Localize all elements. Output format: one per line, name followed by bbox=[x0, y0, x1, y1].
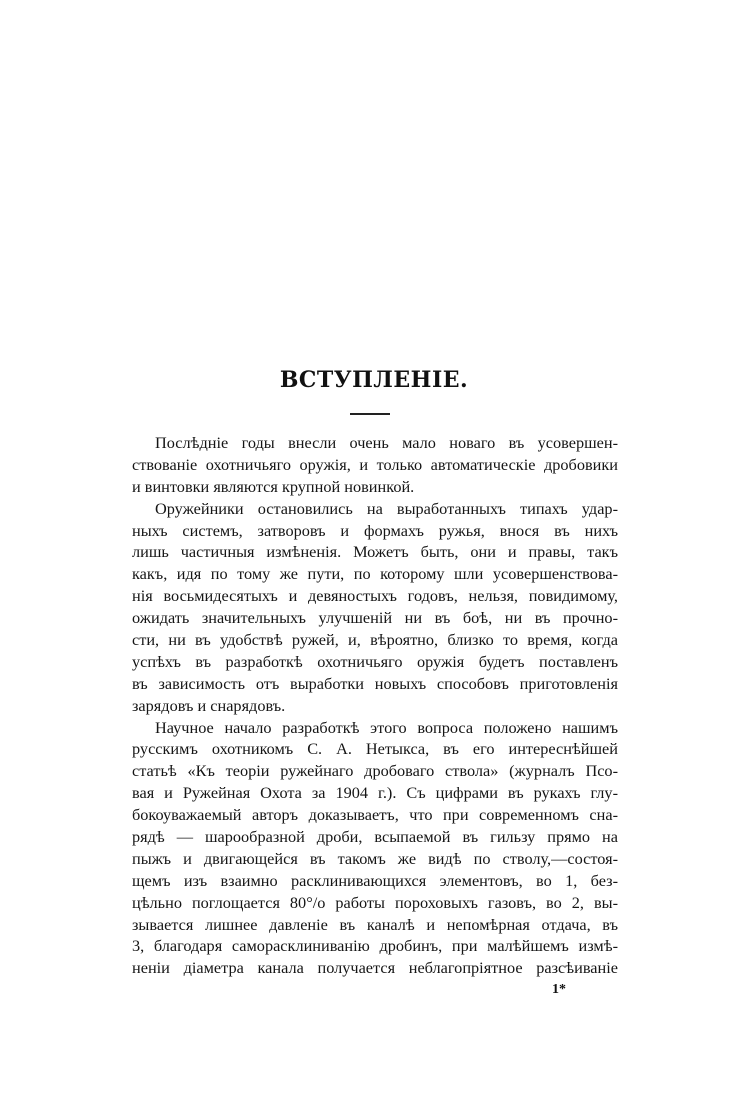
text-line: неніи діаметра канала получается неблагопріятное разсѣиваніе bbox=[132, 958, 618, 978]
text-line: нія восьмидесятыхъ и девяностыхъ годовъ, нельзя, повидимому, bbox=[132, 586, 618, 606]
text-line: щемъ изъ взаимно расклинивающихся элементовъ, во 1, без- bbox=[132, 870, 618, 890]
text-line: статьѣ «Къ теоріи ружейнаго дробоваго ствола» (журналъ Псо- bbox=[132, 761, 618, 781]
text-line: пыжъ и двигающейся въ такомъ же видѣ по стволу,—состоя- bbox=[132, 848, 618, 868]
text-line: русскимъ охотникомъ С. А. Нетыкса, въ его интереснѣйшей bbox=[132, 739, 618, 759]
text-line: цѣльно поглощается 80°/o работы пороховыхъ газовъ, во 2, вы- bbox=[132, 892, 618, 912]
text-line: Научное начало разработкѣ этого вопроса положено нашимъ bbox=[155, 717, 618, 737]
text-line: 3, благодаря саморасклиниванію дробинъ, при малѣйшемъ измѣ- bbox=[132, 936, 618, 956]
text-line: Оружейники остановились на выработанныхъ типахъ удар- bbox=[155, 498, 618, 518]
text-line: какъ, идя по тому же пути, по которому шли усовершенствова- bbox=[132, 564, 618, 584]
text-line: и винтовки являются крупной новинкой. bbox=[132, 476, 415, 496]
title-divider bbox=[350, 413, 390, 415]
text-line: ожидать значительныхъ улучшеній ни въ боѣ, ни въ прочно- bbox=[132, 608, 618, 628]
text-lines bbox=[132, 432, 618, 979]
text-line: ствованіе охотничьяго оружія, и только автоматическіе дробовики bbox=[132, 454, 618, 474]
text-line: лишь частичныя измѣненія. Можетъ быть, они и правы, такъ bbox=[132, 542, 618, 562]
text-line: сти, ни въ удобствѣ ружей, и, вѣроятно, близко то время, когда bbox=[132, 630, 618, 650]
text-line: зывается лишнее давленіе въ каналѣ и непомѣрная отдача, въ bbox=[132, 914, 618, 934]
text-line: Послѣдніе годы внесли очень мало новаго въ усовершен- bbox=[155, 433, 618, 452]
text-line: рядѣ — шарообразной дроби, всыпаемой въ гильзу прямо на bbox=[132, 827, 618, 847]
text-line: успѣхъ въ разработкѣ охотничьяго оружія будетъ поставленъ bbox=[132, 651, 618, 671]
text-line: бокоуважаемый авторъ доказываетъ, что при современномъ сна- bbox=[132, 805, 618, 825]
text-line: вая и Ружейная Охота за 1904 г.). Съ цифрами въ рукахъ глу- bbox=[132, 783, 618, 803]
text-line: ныхъ системъ, затворовъ и формахъ ружья, внося въ нихъ bbox=[132, 520, 618, 540]
body-text bbox=[132, 432, 618, 999]
signature-mark: 1* bbox=[552, 982, 566, 998]
text-line: въ зависимость отъ выработки новыхъ способовъ приготовленія bbox=[132, 673, 618, 693]
chapter-title: ВСТУПЛЕНІЕ. bbox=[279, 367, 469, 393]
text-line: зарядовъ и снарядовъ. bbox=[132, 695, 286, 715]
